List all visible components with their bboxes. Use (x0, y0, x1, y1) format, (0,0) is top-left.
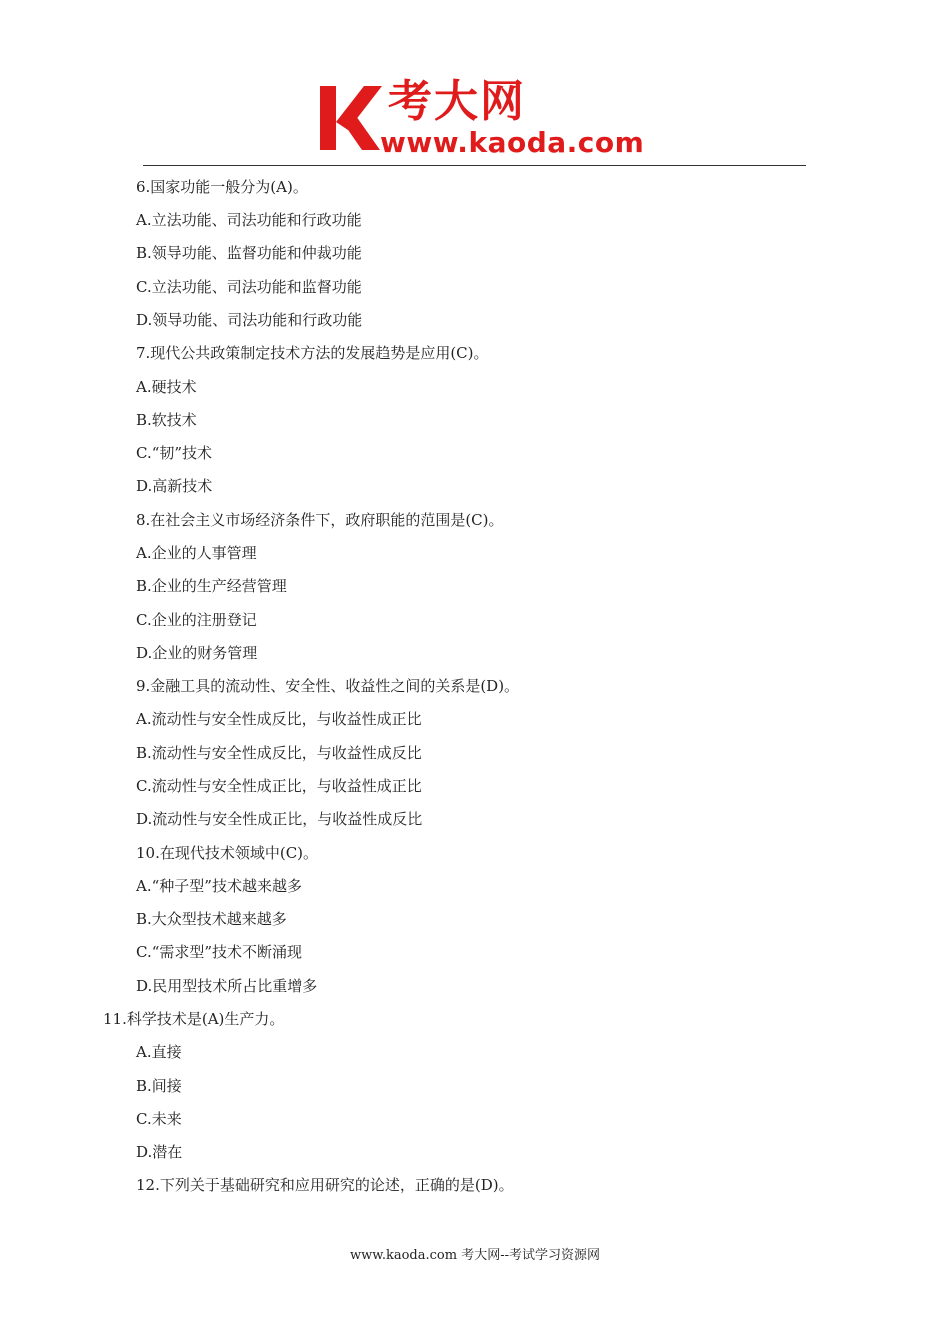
option-9a: A.流动性与安全性成反比，与收益性成正比 (136, 710, 422, 728)
option-10b: B.大众型技术越来越多 (136, 910, 287, 928)
option-8d: D.企业的财务管理 (136, 644, 258, 662)
option-7a: A.硬技术 (136, 378, 197, 396)
option-11d: D.潜在 (136, 1143, 183, 1161)
option-10d: D.民用型技术所占比重增多 (136, 977, 318, 995)
page-header (0, 0, 950, 170)
option-7d: D.高新技术 (136, 477, 213, 495)
option-11c: C.未来 (136, 1110, 182, 1128)
logo-chinese-text: 考大网 (388, 76, 526, 127)
option-9c: C.流动性与安全性成正比，与收益性成正比 (136, 777, 422, 795)
option-11b: B.间接 (136, 1077, 182, 1095)
question-9: 9.金融工具的流动性、安全性、收益性之间的关系是(D)。 (136, 677, 520, 695)
option-6d: D.领导功能、司法功能和行政功能 (136, 311, 363, 329)
option-6c: C.立法功能、司法功能和监督功能 (136, 278, 362, 296)
option-8a: A.企业的人事管理 (136, 544, 257, 562)
kaoda-logo (318, 76, 648, 166)
logo-url-text: www.kaoda.com (380, 126, 645, 159)
logo-k-mark-icon (318, 80, 382, 152)
question-8: 8.在社会主义市场经济条件下，政府职能的范围是(C)。 (136, 511, 504, 529)
option-8c: C.企业的注册登记 (136, 611, 257, 629)
option-9b: B.流动性与安全性成反比，与收益性成反比 (136, 744, 422, 762)
option-9d: D.流动性与安全性成正比，与收益性成反比 (136, 810, 423, 828)
option-6b: B.领导功能、监督功能和仲裁功能 (136, 244, 362, 262)
option-10a: A.“种子型”技术越来越多 (136, 877, 302, 895)
question-11: 11.科学技术是(A)生产力。 (103, 1010, 285, 1028)
option-7b: B.软技术 (136, 411, 197, 429)
question-10: 10.在现代技术领域中(C)。 (136, 844, 319, 862)
option-7c: C.“韧”技术 (136, 444, 213, 462)
option-8b: B.企业的生产经营管理 (136, 577, 287, 595)
question-12: 12.下列关于基础研究和应用研究的论述，正确的是(D)。 (136, 1176, 514, 1194)
page-footer: www.kaoda.com 考大网--考试学习资源网 (350, 1248, 600, 1263)
question-6: 6.国家功能一般分为(A)。 (136, 178, 308, 196)
option-11a: A.直接 (136, 1043, 182, 1061)
option-10c: C.“需求型”技术不断涌现 (136, 943, 303, 961)
option-6a: A.立法功能、司法功能和行政功能 (136, 211, 362, 229)
header-divider (143, 165, 806, 166)
question-7: 7.现代公共政策制定技术方法的发展趋势是应用(C)。 (136, 344, 489, 362)
